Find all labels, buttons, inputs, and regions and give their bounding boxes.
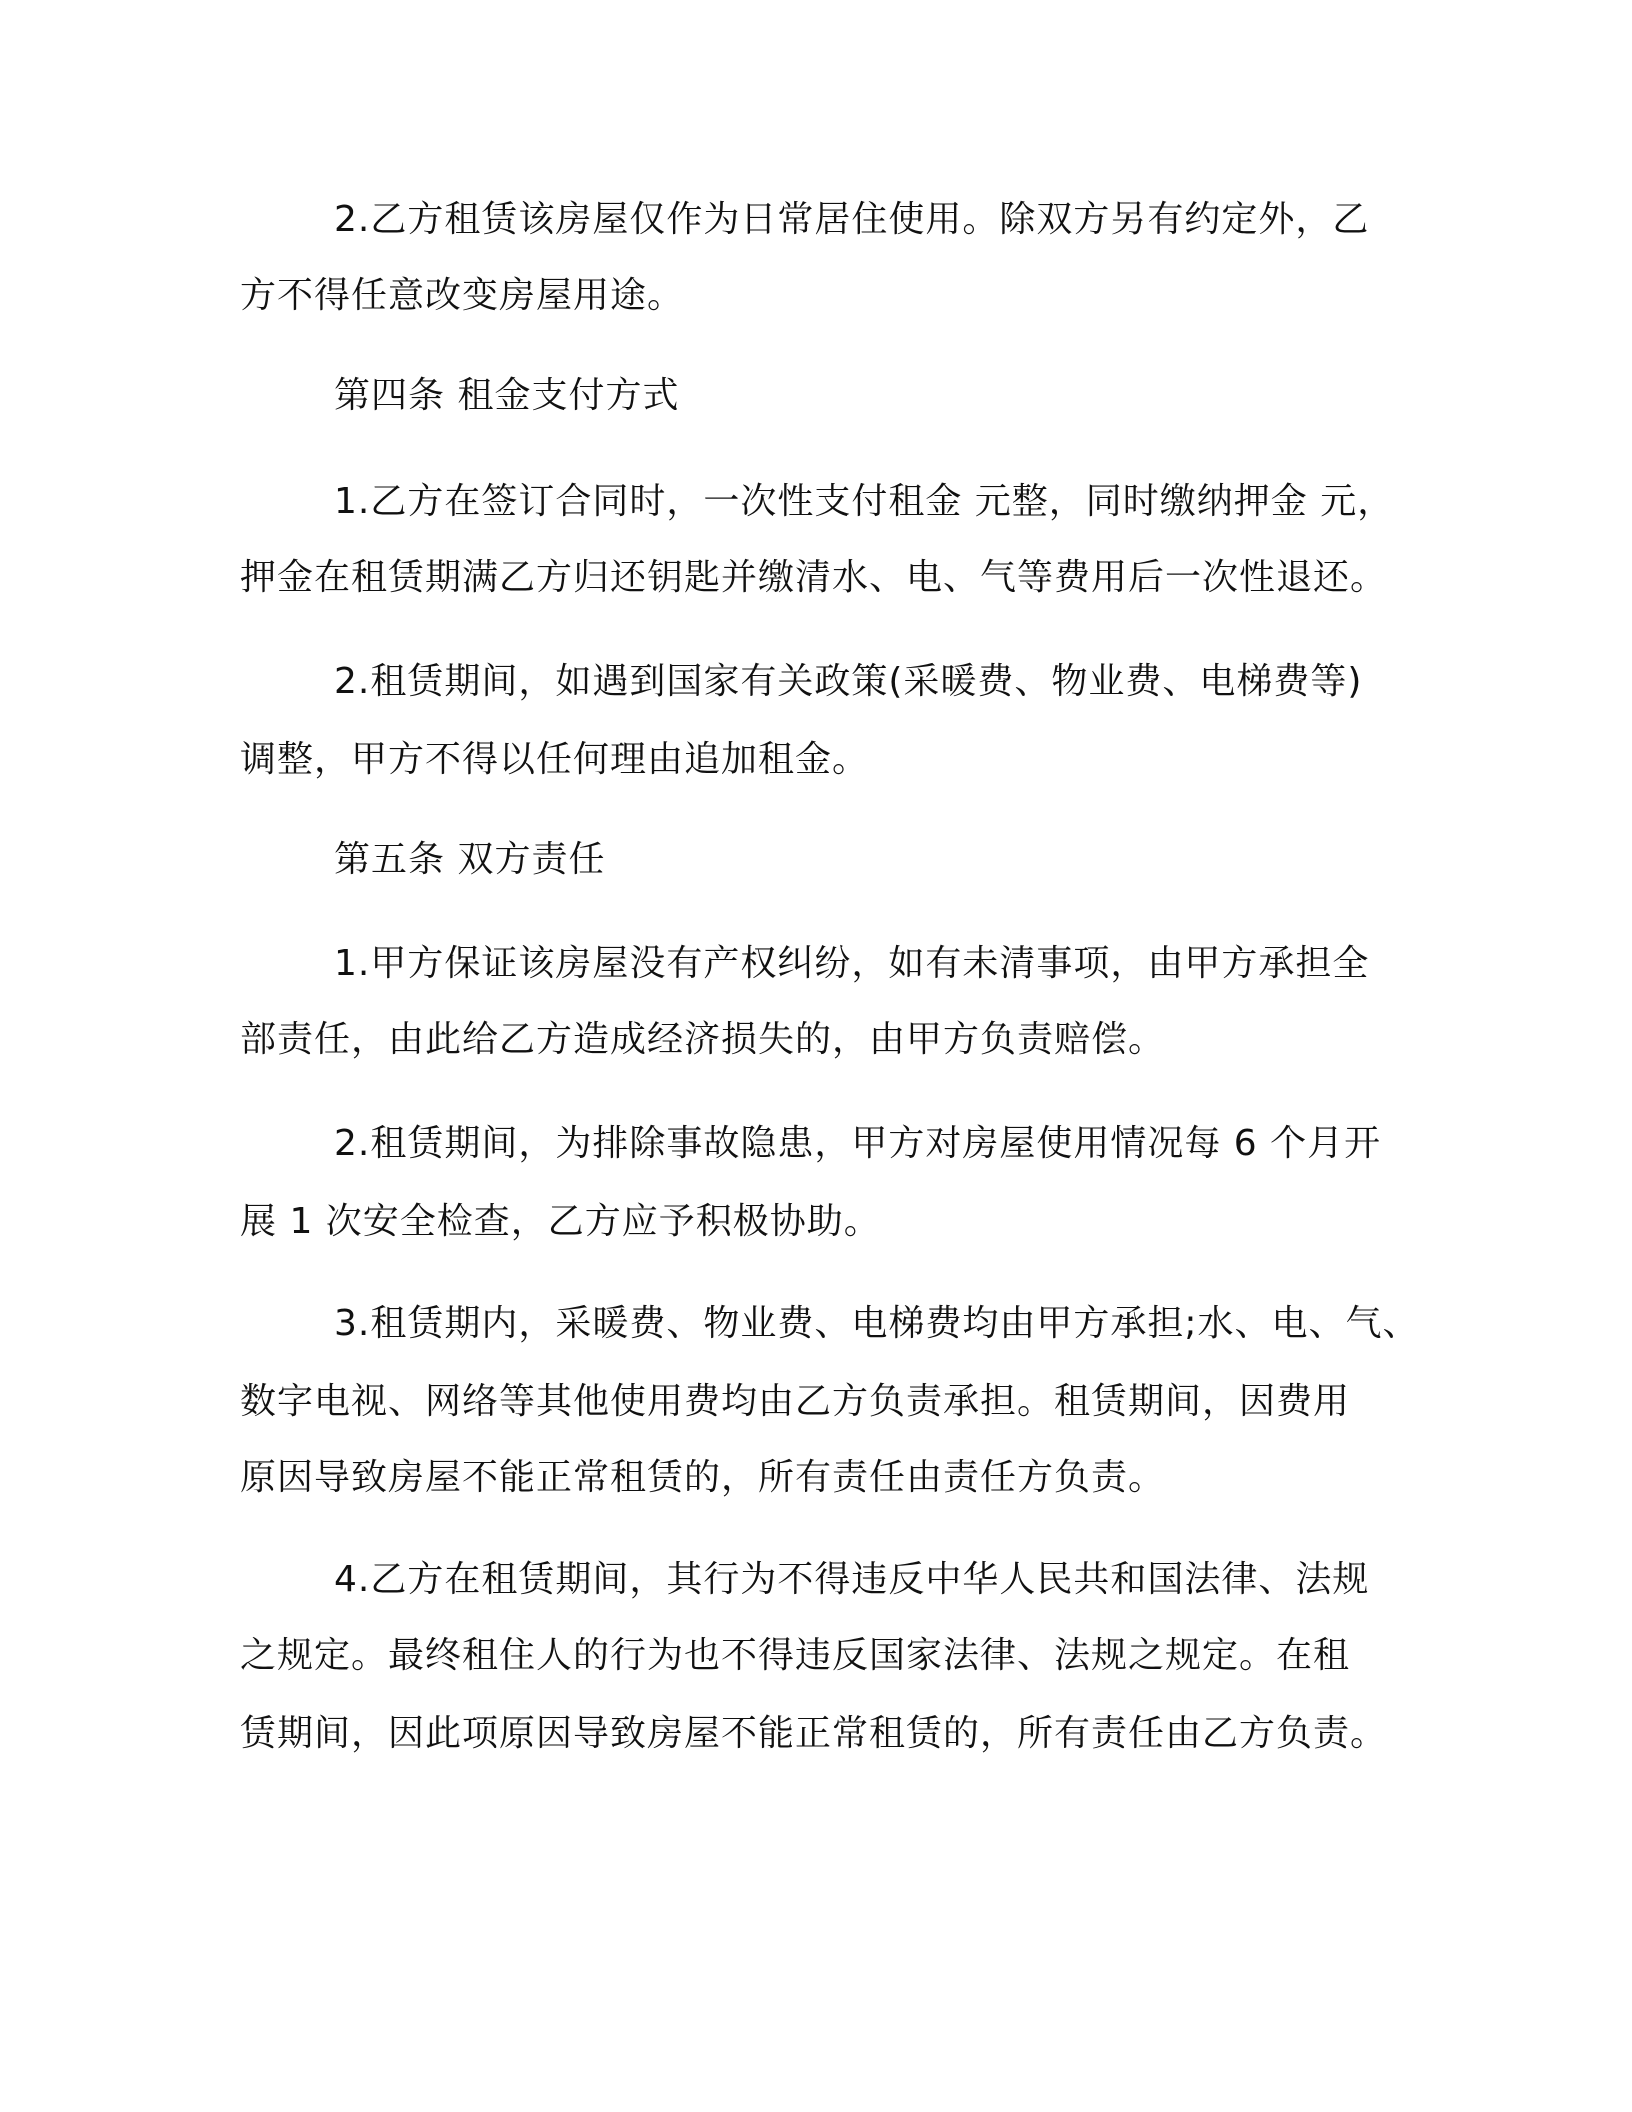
clause-5-heading: 第五条 双方责任 bbox=[334, 839, 606, 880]
clause-4-item-2-line-1: 2.租赁期间，如遇到国家有关政策(采暖费、物业费、电梯费等) bbox=[334, 661, 1363, 702]
clause-4-item-2-line-2: 调整，甲方不得以任何理由追加租金。 bbox=[240, 739, 870, 780]
clause-4-item-1-line-1: 1.乙方在签订合同时，一次性支付租金 元整，同时缴纳押金 元， bbox=[334, 481, 1395, 522]
clause-4-heading: 第四条 租金支付方式 bbox=[334, 375, 680, 416]
clause-5-item-2-line-2: 展 1 次安全检查，乙方应予积极协助。 bbox=[240, 1201, 881, 1242]
clause-5-item-2-line-1: 2.租赁期间，为排除事故隐患，甲方对房屋使用情况每 6 个月开 bbox=[334, 1123, 1382, 1164]
clause-4-item-1-line-2: 押金在租赁期满乙方归还钥匙并缴清水、电、气等费用后一次性退还。 bbox=[240, 557, 1388, 598]
clause-3-item-2-line-1: 2.乙方租赁该房屋仅作为日常居住使用。除双方另有约定外，乙 bbox=[334, 199, 1370, 240]
clause-5-item-4-line-2: 之规定。最终租住人的行为也不得违反国家法律、法规之规定。在租 bbox=[240, 1635, 1351, 1676]
clause-3-item-2-line-2: 方不得任意改变房屋用途。 bbox=[240, 275, 685, 316]
clause-5-item-3-line-1: 3.租赁期内，采暖费、物业费、电梯费均由甲方承担;水、电、气、 bbox=[334, 1303, 1420, 1344]
clause-5-item-1-line-2: 部责任，由此给乙方造成经济损失的，由甲方负责赔偿。 bbox=[240, 1019, 1166, 1060]
clause-5-item-1-line-1: 1.甲方保证该房屋没有产权纠纷，如有未清事项，由甲方承担全 bbox=[334, 943, 1370, 984]
clause-5-item-4-line-1: 4.乙方在租赁期间，其行为不得违反中华人民共和国法律、法规 bbox=[334, 1559, 1370, 1600]
clause-5-item-3-line-3: 原因导致房屋不能正常租赁的，所有责任由责任方负责。 bbox=[240, 1457, 1166, 1498]
clause-5-item-3-line-2: 数字电视、网络等其他使用费均由乙方负责承担。租赁期间，因费用 bbox=[240, 1381, 1351, 1422]
clause-5-item-4-line-3: 赁期间，因此项原因导致房屋不能正常租赁的，所有责任由乙方负责。 bbox=[240, 1713, 1388, 1754]
